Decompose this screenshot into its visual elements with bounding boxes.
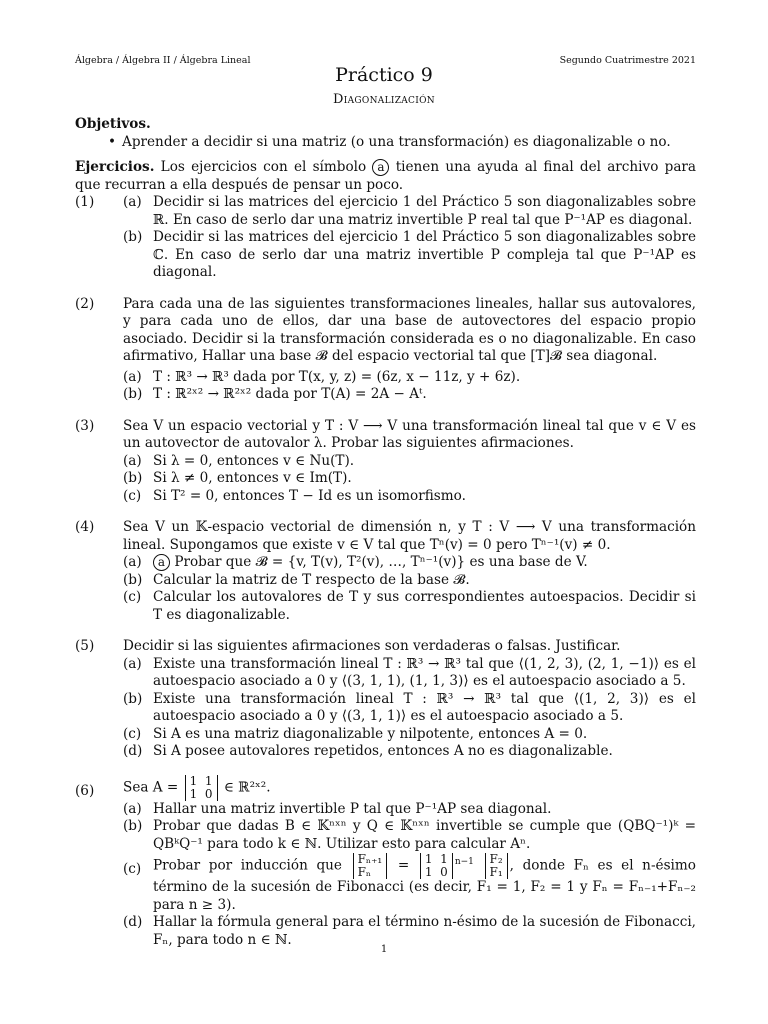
header-course: Álgebra / Álgebra II / Álgebra Lineal bbox=[75, 55, 251, 66]
exercise-5c: (c) Si A es una matriz diagonalizable y nilpotente, entonces A = 0. bbox=[123, 725, 588, 742]
fibonacci-vector-left: Fₙ₊₁ Fₙ bbox=[353, 853, 388, 879]
exercise-number: (2) bbox=[75, 295, 95, 312]
exercise-number: (3) bbox=[75, 417, 95, 434]
exercise-3a: (a) Si λ = 0, entonces v ∈ Nu(T). bbox=[123, 452, 355, 469]
exercise-number: (6) bbox=[75, 782, 95, 799]
exercise-3c: (c) Si T² = 0, entonces T − Id es un isomorfismo. bbox=[123, 487, 466, 504]
exercise-4b: (b) Calcular la matriz de T respecto de la base 𝓑. bbox=[123, 571, 470, 588]
exercise-5a: (a) Existe una transformación lineal T : ℝ³ → ℝ³ tal que ⟨(1, 2, 3), (2, 1, −1)⟩ es el autoespacio asociado a 0 y ⟨(3, 1, 1), (1, 1, 3)⟩ es el autoespacio asociado a 5. bbox=[123, 655, 696, 689]
exercise-6 bbox=[75, 775, 696, 950]
help-symbol-icon: a bbox=[153, 554, 170, 571]
matrix-a: 1 1 1 0 bbox=[185, 775, 218, 801]
exercise-3: (3) Sea V un espacio vectorial y T : V ⟶ V una transformación lineal tal que v ∈ V es un autovector de autovalor λ. Probar las siguientes afirmaciones. (a) Si λ = 0, entonces v ∈ Nu(T). (b) Si λ ≠ 0, entonces v ∈ Im(T). (c) Si T² = 0, entonces T − Id es un isomorfismo. bbox=[75, 417, 696, 504]
exercise-6d: (d) Hallar la fórmula general para el término n-ésimo de la sucesión de Fibonacci, Fₙ, para todo n ∈ ℕ. bbox=[123, 914, 696, 948]
exercise-4c: (c) Calcular los autovalores de T y sus correspondientes autoespacios. Decidir si T es diagonalizable. bbox=[123, 589, 696, 623]
objetivos-heading: Objetivos. bbox=[75, 116, 151, 132]
ejercicios-intro: Ejercicios. Los ejercicios con el símbolo a tienen una ayuda al final del archivo para que recurran a ella después de pensar un poco. bbox=[75, 159, 697, 193]
exercise-6c: (c) Probar por inducción que Fₙ₊₁ Fₙ = 1 1 1 $0^{n-1}$ F₂ F₁ , donde Fₙ es el n-ésimo término de la sucesión de Fibonacci (es decir, F₁ = 1, F₂ = 1 y Fₙ = Fₙ₋₁+Fₙ₋₂ para n ≥ 3). bbox=[123, 852, 696, 913]
exercise-5b: (b) Existe una transformación lineal T : ℝ³ → ℝ³ tal que ⟨(1, 2, 3)⟩ es el autoespacio asociado a 0 y ⟨(3, 1, 1)⟩ es el autoespacio asociado a 5. bbox=[123, 690, 696, 724]
exercise-4a: (a) a Probar que 𝓑 = {v, T(v), T²(v), …, Tⁿ⁻¹(v)} es una base de V. bbox=[123, 554, 588, 570]
exercise-number: (4) bbox=[75, 519, 95, 535]
help-symbol-icon: a bbox=[372, 159, 389, 176]
exercise-number: (5) bbox=[75, 638, 95, 654]
document-body bbox=[75, 116, 696, 949]
bullet-icon: • bbox=[108, 133, 117, 150]
exercise-2a: (a) T : ℝ³ → ℝ³ dada por T(x, y, z) = (6z, x − 11z, y + 6z). bbox=[123, 368, 521, 385]
exercise-2: (2) Para cada una de las siguientes transformaciones lineales, hallar sus autovalores, y para cada uno de ellos, dar una base de autovectores del espacio propio asociado. Decidir si la transformación considerada es o no diagonalizable. En caso afirmativo, Hallar una base 𝓑 del espacio vectorial tal que [T]𝓑 sea diagonal. (a) T : ℝ³ → ℝ³ dada por T(x, y, z) = (6z, x − 11z, y + 6z). (b) T : ℝ²ˣ² → ℝ²ˣ² dada por T(A) = 2A − Aᵗ. bbox=[75, 295, 696, 402]
objetivo-item: • Aprender a decidir si una matriz (o una transformación) es diagonalizable o no. bbox=[108, 133, 671, 150]
page-subtitle: Diagonalización bbox=[333, 92, 435, 107]
exercise-1b: (b) Decidir si las matrices del ejercicio 1 del Práctico 5 son diagonalizables sobre ℂ. En caso de serlo dar una matriz invertible P compleja tal que P⁻¹AP es diagonal. bbox=[123, 229, 696, 280]
exercise-6a: (a) Hallar una matriz invertible P tal que P⁻¹AP sea diagonal. bbox=[123, 800, 552, 817]
exercise-4: (4) Sea V un 𝕂-espacio vectorial de dimensión n, y T : V ⟶ V una transformación lineal. Supongamos que existe v ∈ V tal que Tⁿ(v) = 0 pero Tⁿ⁻¹(v) ≠ 0. (a) a Probar que 𝓑 = {v, T(v), T²(v), …, Tⁿ⁻¹(v)} es una base de V. (b) Calcular la matriz de T respecto de la base 𝓑. (c) Calcular los autovalores de T y sus correspondientes autoespacios. Decidir si T es diagonalizable. bbox=[75, 519, 696, 623]
header-term: Segundo Cuatrimestre 2021 bbox=[559, 55, 696, 66]
fibonacci-vector-right: F₂ F₁ bbox=[485, 853, 508, 879]
exercise-1a: (a) Decidir si las matrices del ejercicio 1 del Práctico 5 son diagonalizables sobre ℝ. En caso de serlo dar una matriz invertible P real tal que P⁻¹AP es diagonal. bbox=[123, 194, 696, 228]
page-title: Práctico 9 bbox=[335, 64, 433, 86]
exercise-3b: (b) Si λ ≠ 0, entonces v ∈ Im(T). bbox=[123, 470, 352, 486]
exercise-2b: (b) T : ℝ²ˣ² → ℝ²ˣ² dada por T(A) = 2A − Aᵗ. bbox=[123, 386, 427, 402]
exercise-5d: (d) Si A posee autovalores repetidos, entonces A no es diagonalizable. bbox=[123, 743, 613, 759]
exercise-1 bbox=[75, 194, 696, 282]
exercise-5: (5) Decidir si las siguientes afirmaciones son verdaderas o falsas. Justificar. (a) Existe una transformación lineal T : ℝ³ → ℝ³ tal que ⟨(1, 2, 3), (2, 1, −1)⟩ es el autoespacio asociado a 0 y ⟨(3, 1, 1), (1, 1, 3)⟩ es el autoespacio asociado a 5. (b) Existe una transformación lineal T : ℝ³ → ℝ³ tal que ⟨(1, 2, 3)⟩ es el autoespacio asociado a 0 y ⟨(3, 1, 1)⟩ es el autoespacio asociado a 5. (c) Si A es una matriz diagonalizable y nilpotente, entonces A = 0. (d) Si A posee autovalores repetidos, entonces A no es diagonalizable. bbox=[75, 638, 696, 759]
exercise-number: (1) bbox=[75, 194, 95, 210]
matrix-definition: Sea A = 1 1 1 0 ∈ ℝ²ˣ². bbox=[123, 773, 271, 801]
exercise-6b: (b) Probar que dadas B ∈ 𝕂ⁿˣⁿ y Q ∈ 𝕂ⁿˣⁿ invertible se cumple que (QBQ⁻¹)ᵏ = QBᵏQ⁻¹ para todo k ∈ ℕ. Utilizar esto para calcular Aⁿ. bbox=[123, 818, 696, 852]
fibonacci-matrix: 1 1 1 0 bbox=[420, 853, 453, 879]
page-number: 1 bbox=[380, 944, 388, 955]
